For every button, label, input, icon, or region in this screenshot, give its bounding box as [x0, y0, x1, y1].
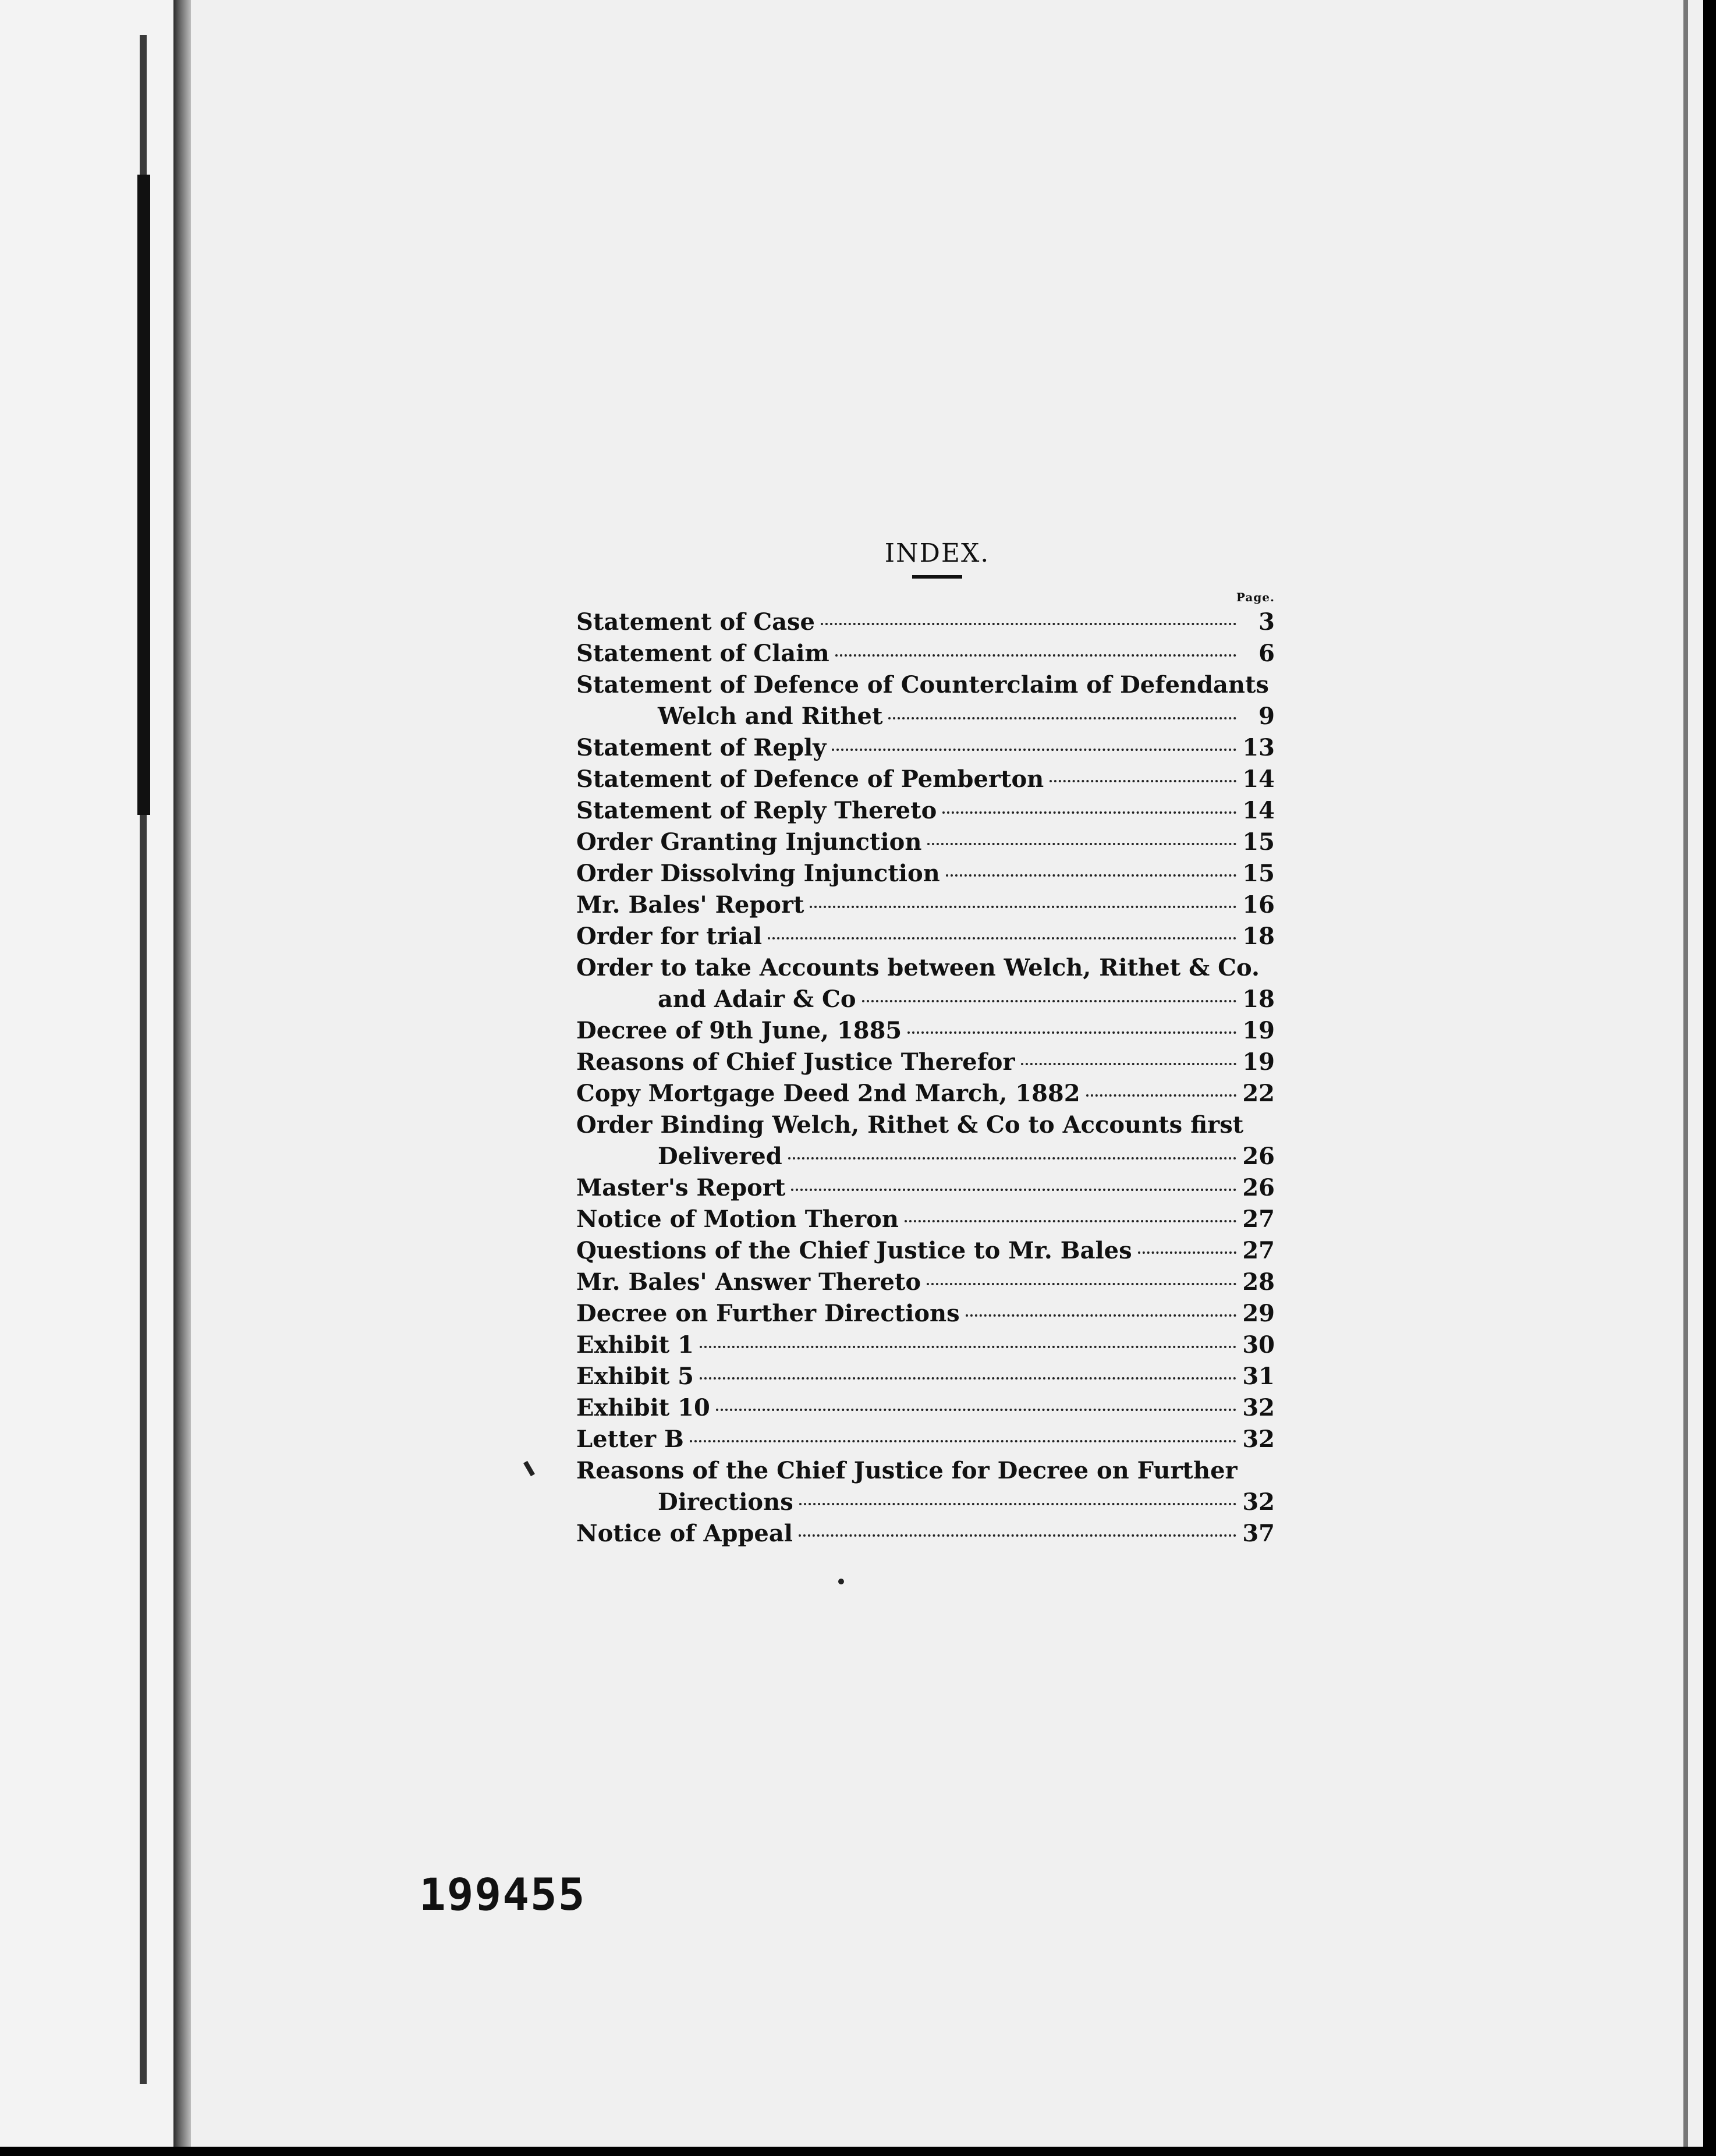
index-entry-row: [576, 1235, 1275, 1267]
dot-leader: [907, 1031, 1236, 1034]
page-right-edge: [1683, 0, 1688, 2156]
index-entry: [576, 921, 1275, 952]
dot-leader: [821, 623, 1236, 625]
index-entry-row: [576, 607, 1275, 638]
index-entry: [576, 669, 1275, 732]
index-entry-page: 18: [1242, 985, 1275, 1013]
index-entry-row: [576, 1047, 1275, 1078]
index-entry-label: Statement of Reply: [576, 734, 827, 761]
index-entry-row: [576, 858, 1275, 889]
index-entry-row: [576, 1078, 1275, 1109]
index-entry-label: Statement of Reply Thereto: [576, 797, 937, 824]
page-column-header: Page.: [1236, 590, 1275, 604]
index-entry-page: 19: [1242, 1017, 1275, 1044]
binding-shadow-dark: [137, 175, 150, 815]
dot-leader: [700, 1377, 1236, 1380]
stray-dot: [838, 1579, 844, 1584]
index-entry-page: 3: [1258, 608, 1275, 636]
index-entry: [576, 1078, 1275, 1109]
dot-leader: [966, 1314, 1236, 1317]
index-entry-label: Letter B: [576, 1425, 684, 1453]
index-entry: [576, 638, 1275, 669]
dot-leader: [791, 1189, 1236, 1191]
index-entry-page: 28: [1242, 1268, 1275, 1296]
index-entry-row: [576, 984, 1275, 1015]
dot-leader: [1050, 780, 1236, 782]
index-entry-row: [576, 1141, 1275, 1172]
index-entry-page: 14: [1242, 797, 1275, 824]
index-entry-row: [576, 701, 1275, 732]
index-entry-row: [576, 921, 1275, 952]
index-entry-row: [576, 1361, 1275, 1392]
index-entry: [576, 1361, 1275, 1392]
dot-leader: [1138, 1251, 1236, 1254]
index-entry: [576, 795, 1275, 827]
index-entry-label: Exhibit 5: [576, 1363, 694, 1390]
index-entry: [576, 1109, 1275, 1172]
index-entry-row: [576, 1487, 1275, 1518]
index-entry: [576, 1518, 1275, 1549]
title-rule: [912, 575, 962, 579]
index-entry-row: [576, 1172, 1275, 1204]
stray-mark: [523, 1461, 535, 1477]
index-entry-page: 19: [1242, 1048, 1275, 1076]
index-entry: [576, 889, 1275, 921]
index-entry-label: and Adair & Co: [658, 985, 856, 1013]
index-entry-label: Notice of Motion Theron: [576, 1205, 899, 1233]
dot-leader: [1086, 1094, 1236, 1097]
index-entry: [576, 1329, 1275, 1361]
index-entry-label: Reasons of the Chief Justice for Decree on Further: [576, 1457, 1238, 1484]
index-entry-label: Order Granting Injunction: [576, 828, 922, 856]
index-entry: [576, 1204, 1275, 1235]
dot-leader: [716, 1409, 1236, 1411]
index-entry-row: [576, 1267, 1275, 1298]
index-entry-label: Decree on Further Directions: [576, 1300, 960, 1327]
index-entry: [576, 1235, 1275, 1267]
scan-border-right: [1703, 0, 1716, 2156]
dot-leader: [862, 1000, 1236, 1002]
dot-leader: [835, 654, 1236, 657]
index-entry-row: [576, 1298, 1275, 1329]
dot-leader: [832, 749, 1236, 751]
index-entry-label: Exhibit 10: [576, 1394, 710, 1421]
dot-leader: [927, 1283, 1236, 1285]
index-entry: [576, 952, 1275, 1015]
index-entry-label: Statement of Claim: [576, 640, 829, 667]
dot-leader: [888, 717, 1236, 719]
index-entry-label: Statement of Case: [576, 608, 815, 636]
index-entry: [576, 1172, 1275, 1204]
index-entry-label: Questions of the Chief Justice to Mr. Bales: [576, 1237, 1132, 1264]
index-entry-label: Reasons of Chief Justice Therefor: [576, 1048, 1015, 1076]
index-entry-label: Statement of Defence of Counterclaim of Defendants: [576, 671, 1269, 698]
index-entry: [576, 858, 1275, 889]
index-entry-page: 22: [1242, 1080, 1275, 1107]
index-entry-page: 32: [1242, 1425, 1275, 1453]
index-entry-label: Order to take Accounts between Welch, Rithet & Co.: [576, 954, 1260, 981]
dot-leader: [1021, 1063, 1236, 1065]
index-entry-row: [576, 732, 1275, 764]
dot-leader: [942, 811, 1236, 814]
index-entry-row: [576, 638, 1275, 669]
index-entry-label: Order for trial: [576, 923, 763, 950]
index-entry-label: Order Binding Welch, Rithet & Co to Accounts first: [576, 1111, 1244, 1139]
index-entry-row: [576, 795, 1275, 827]
index-entry-page: 14: [1242, 765, 1275, 793]
index-entry-label: Mr. Bales' Report: [576, 891, 804, 919]
index-entry-page: 31: [1242, 1363, 1275, 1390]
index-entry-row: [576, 1015, 1275, 1047]
index-entry-page: 9: [1258, 703, 1275, 730]
index-entry-row: [576, 1424, 1275, 1455]
dot-leader: [768, 937, 1236, 939]
index-entry-page: 6: [1258, 640, 1275, 667]
index-entry: [576, 1047, 1275, 1078]
index-entry-label: Statement of Defence of Pemberton: [576, 765, 1044, 793]
index-entry-label: Welch and Rithet: [658, 703, 883, 730]
dot-leader: [927, 843, 1236, 845]
index-title: INDEX.: [884, 538, 990, 568]
index-entry-label: Directions: [658, 1488, 793, 1516]
index-entry: [576, 1015, 1275, 1047]
dot-leader: [810, 906, 1236, 908]
index-entry: [576, 827, 1275, 858]
dot-leader: [946, 874, 1236, 877]
dot-leader: [690, 1440, 1236, 1442]
index-section: [576, 538, 1275, 1549]
index-entry-page: 32: [1242, 1394, 1275, 1421]
index-entry-label: Decree of 9th June, 1885: [576, 1017, 902, 1044]
index-entry: [576, 1298, 1275, 1329]
index-entry-row: [576, 889, 1275, 921]
index-entry-page: 27: [1242, 1205, 1275, 1233]
index-entry-page: 32: [1242, 1488, 1275, 1516]
index-entry-row: [576, 1329, 1275, 1361]
dot-leader: [799, 1534, 1236, 1537]
index-entry-page: 15: [1242, 860, 1275, 887]
page-gutter: [173, 0, 191, 2156]
index-entry-label: Order Dissolving Injunction: [576, 860, 940, 887]
index-entry-row: [576, 1518, 1275, 1549]
index-entries: [576, 607, 1275, 1549]
index-entry-label: Delivered: [658, 1143, 782, 1170]
catalog-stamp-number: 199455: [419, 1868, 586, 1920]
index-entry-page: 30: [1242, 1331, 1275, 1359]
index-entry: [576, 764, 1275, 795]
index-entry: [576, 1267, 1275, 1298]
index-entry: [576, 1392, 1275, 1424]
index-entry-page: 13: [1242, 734, 1275, 761]
index-entry-row: [576, 827, 1275, 858]
index-entry-page: 16: [1242, 891, 1275, 919]
index-entry-page: 15: [1242, 828, 1275, 856]
index-entry-row: [576, 1204, 1275, 1235]
dot-leader: [700, 1346, 1236, 1348]
index-entry: [576, 1455, 1275, 1518]
index-entry-page: 18: [1242, 923, 1275, 950]
index-entry-label: Exhibit 1: [576, 1331, 694, 1359]
index-entry: [576, 732, 1275, 764]
left-page-leaf: [0, 0, 186, 2156]
index-entry: [576, 607, 1275, 638]
index-entry-page: 27: [1242, 1237, 1275, 1264]
index-entry-page: 29: [1242, 1300, 1275, 1327]
index-entry-page: 26: [1242, 1143, 1275, 1170]
scan-border-bottom: [0, 2147, 1716, 2156]
dot-leader: [799, 1503, 1236, 1505]
dot-leader: [905, 1220, 1236, 1222]
index-entry-row: [576, 764, 1275, 795]
index-entry-page: 26: [1242, 1174, 1275, 1201]
dot-leader: [788, 1157, 1236, 1159]
index-entry-row: [576, 1392, 1275, 1424]
index-entry-page: 37: [1242, 1520, 1275, 1547]
index-entry-label: Notice of Appeal: [576, 1520, 793, 1547]
index-entry-label: Mr. Bales' Answer Thereto: [576, 1268, 921, 1296]
index-entry-label: Copy Mortgage Deed 2nd March, 1882: [576, 1080, 1080, 1107]
index-entry-label: Master's Report: [576, 1174, 786, 1201]
index-entry: [576, 1424, 1275, 1455]
